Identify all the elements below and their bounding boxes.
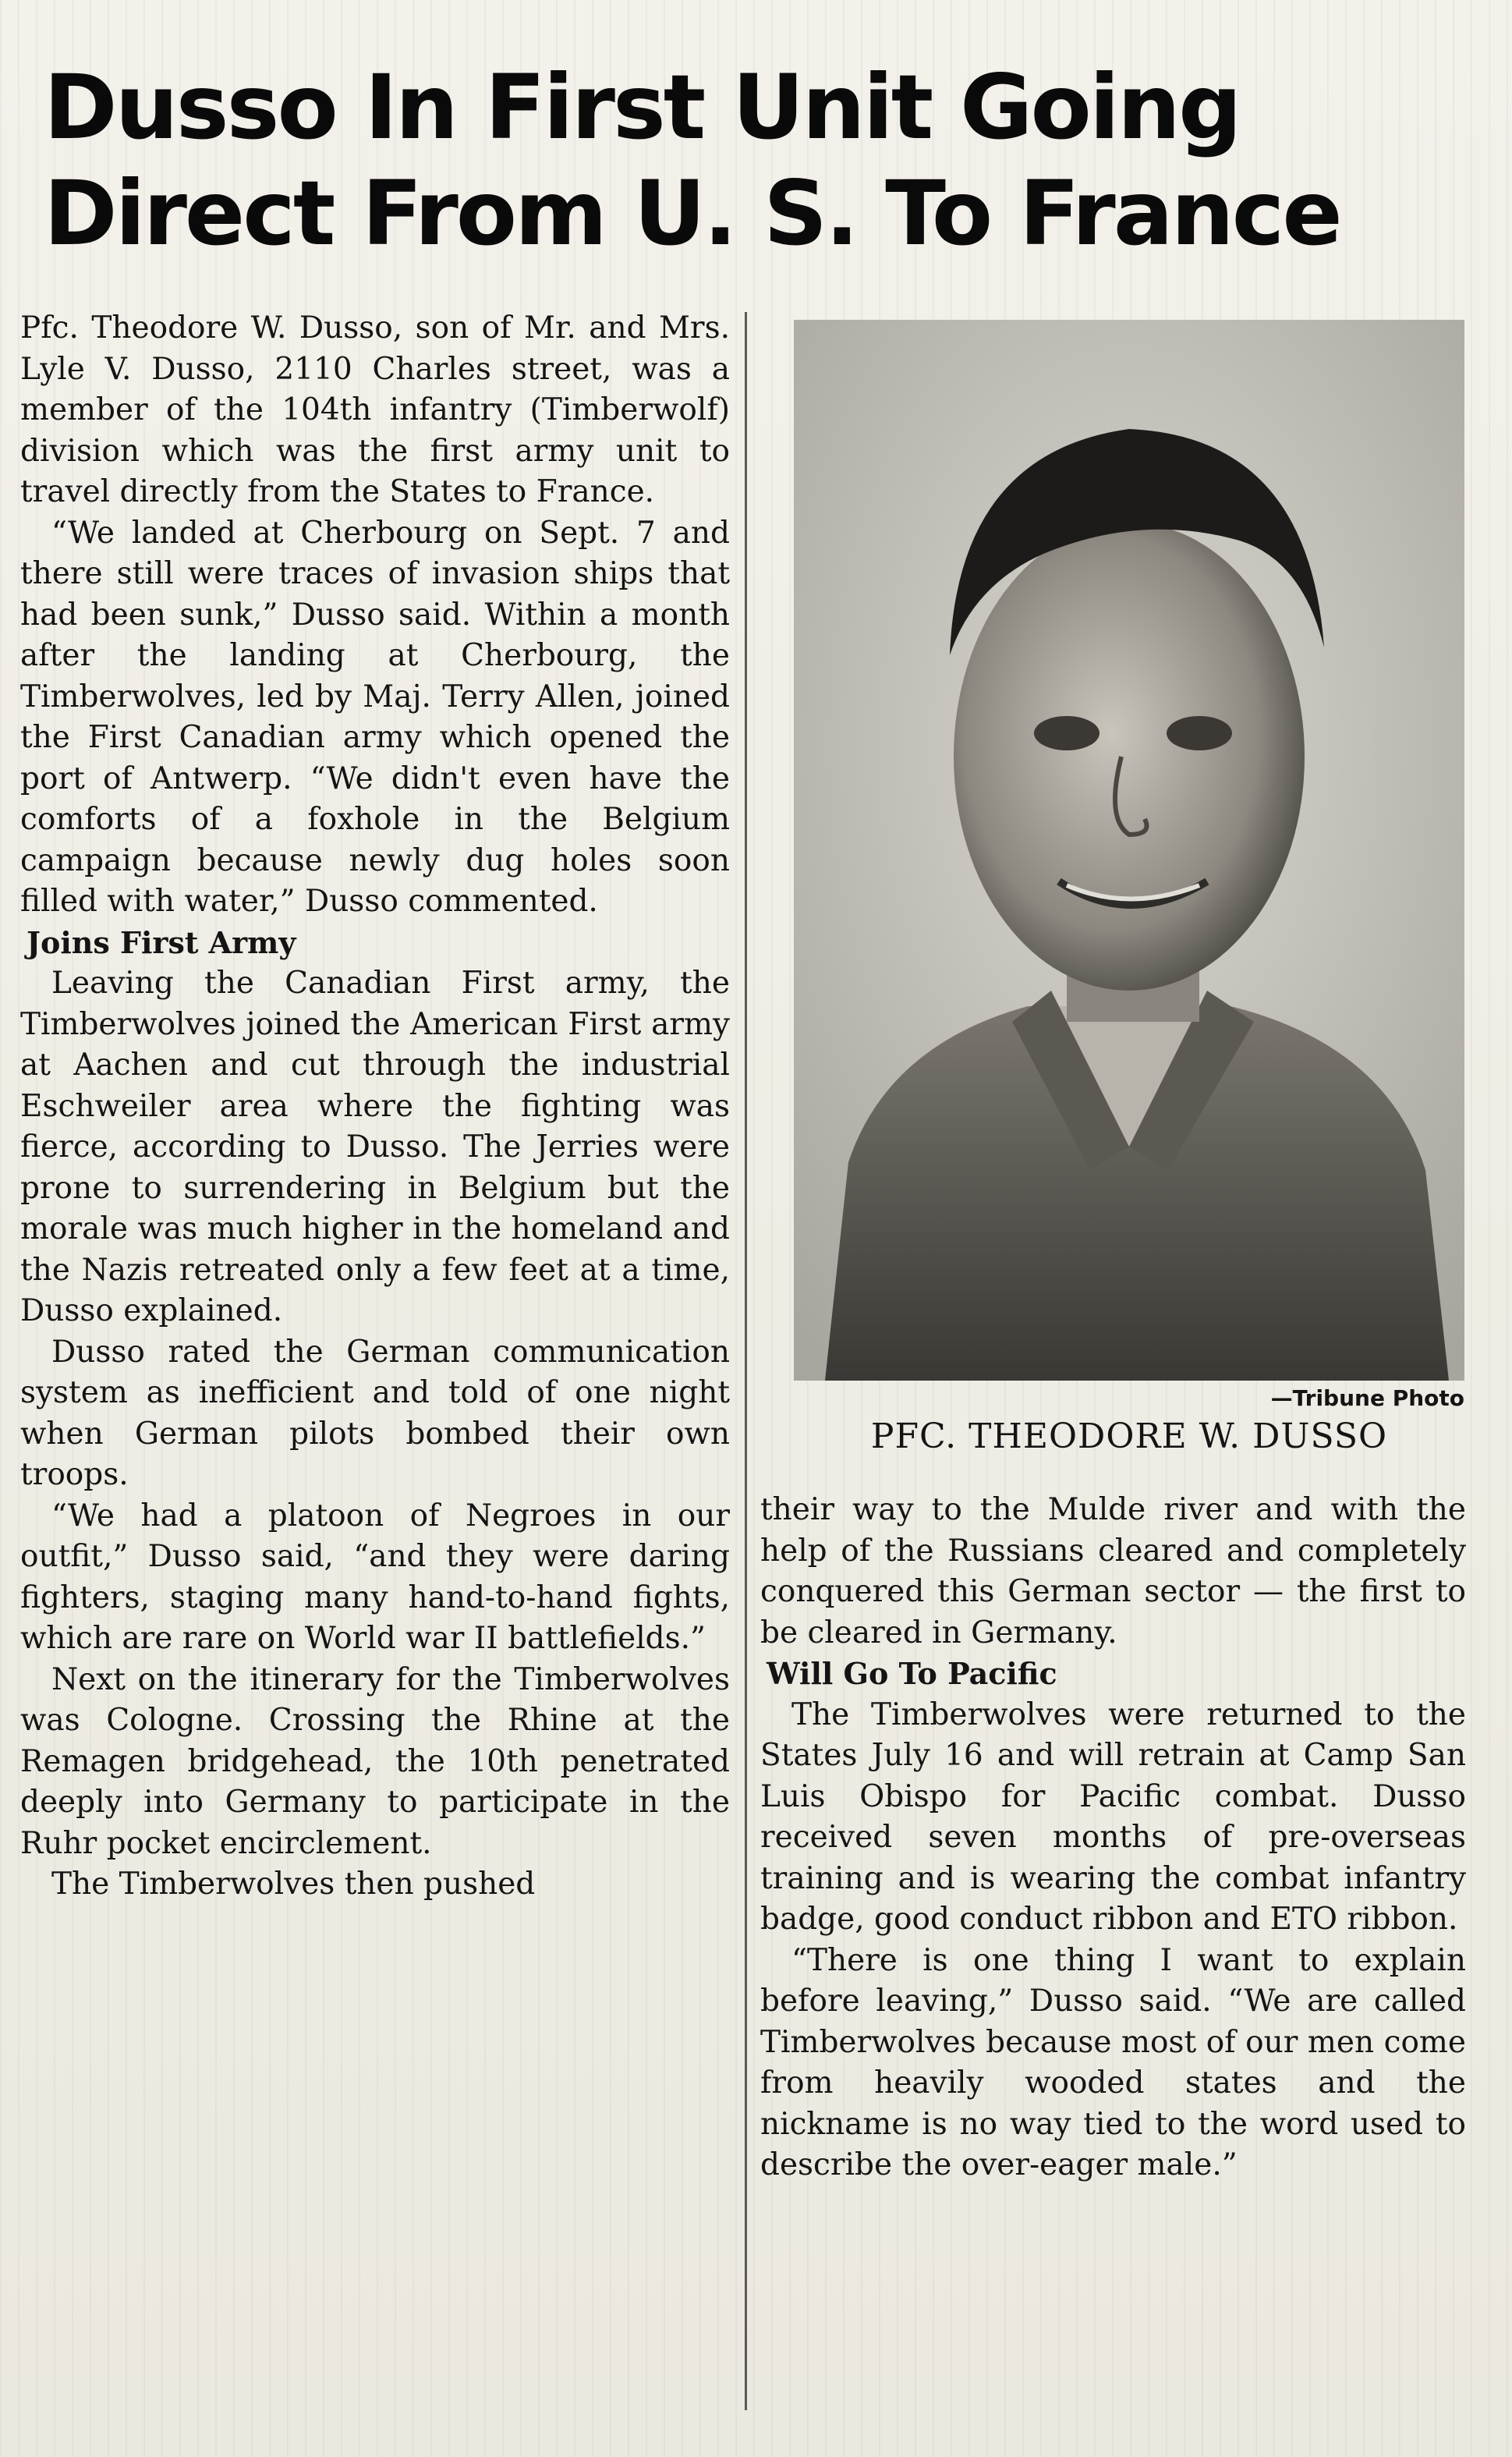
photo-credit: —Tribune Photo <box>1270 1385 1464 1411</box>
article-paragraph: “We landed at Cherbourg on Sept. 7 and there still were traces of invasion ships that had been sunk,” Dusso said. Within a month after the landing at Cherbourg, the Timberwolves, led by Maj. Terry Allen, joined the First Canadian army which opened the port of Antwerp. “We didn't even have the comforts of a foxhole in the Belgium campaign because newly dug holes soon filled with water,” Dusso commented. <box>20 515 730 919</box>
headline-line-2: Direct From U. S. To France <box>44 161 1340 265</box>
article-paragraph: The Timberwolves then pushed <box>51 1867 536 1902</box>
article-column-right <box>760 1490 1466 2426</box>
article-paragraph: “We had a platoon of Negroes in our outfit,” Dusso said, “and they were daring fighters, staging many hand-to-hand fights, which are rare on World war II battlefields.” <box>20 1498 730 1656</box>
headline <box>44 55 1447 267</box>
article-paragraph: Dusso rated the German communication system as inefficient and told of one night when German pilots bombed their own troops. <box>20 1334 730 1492</box>
article-paragraph: Pfc. Theodore W. Dusso, son of Mr. and Mrs. Lyle V. Dusso, 2110 Charles street, was a member of the 104th infantry (Timberwolf) division which was the first army unit to travel directly from the States to France. <box>20 310 730 509</box>
subheading-will-go-to-pacific: Will Go To Pacific <box>767 1656 1057 1691</box>
portrait-photo <box>794 320 1464 1381</box>
article-paragraph: The Timberwolves were returned to the States July 16 and will retrain at Camp San Luis Obispo for Pacific combat. Dusso received seven months of pre-overseas training and is wearing the combat infantry badge, good conduct ribbon and ETO ribbon. <box>760 1696 1466 1937</box>
headline-line-1: Dusso In First Unit Going <box>44 55 1240 159</box>
article-paragraph: Leaving the Canadian First army, the Timberwolves joined the American First army at Aachen and cut through the industrial Eschweiler area where the fighting was fierce, according to Dusso. The Jerries were prone to surrendering in Belgium but the morale was much higher in the homeland and the Nazis retreated only a few feet at a time, Dusso explained. <box>20 966 730 1328</box>
photo-caption: PFC. THEODORE W. DUSSO <box>870 1416 1388 1456</box>
subheading-joins-first-army: Joins First Army <box>27 924 296 960</box>
column-rule <box>745 312 747 2410</box>
article-paragraph: Next on the itinerary for the Timberwolves was Cologne. Crossing the Rhine at the Remagen bridgehead, the 10th penetrated deeply into Germany to participate in the Ruhr pocket encirclement. <box>20 1661 730 1861</box>
portrait-image <box>794 320 1464 1381</box>
article-paragraph: “There is one thing I want to explain before leaving,” Dusso said. “We are called Timberwolves because most of our men come from heavily wooded states and the nickname is no way tied to the word used to describe the over-eager male.” <box>760 1942 1466 2182</box>
article-paragraph: their way to the Mulde river and with the help of the Russians cleared and completely conquered this German sector — the first to be cleared in Germany. <box>760 1492 1466 1650</box>
article-column-left <box>20 308 730 2430</box>
